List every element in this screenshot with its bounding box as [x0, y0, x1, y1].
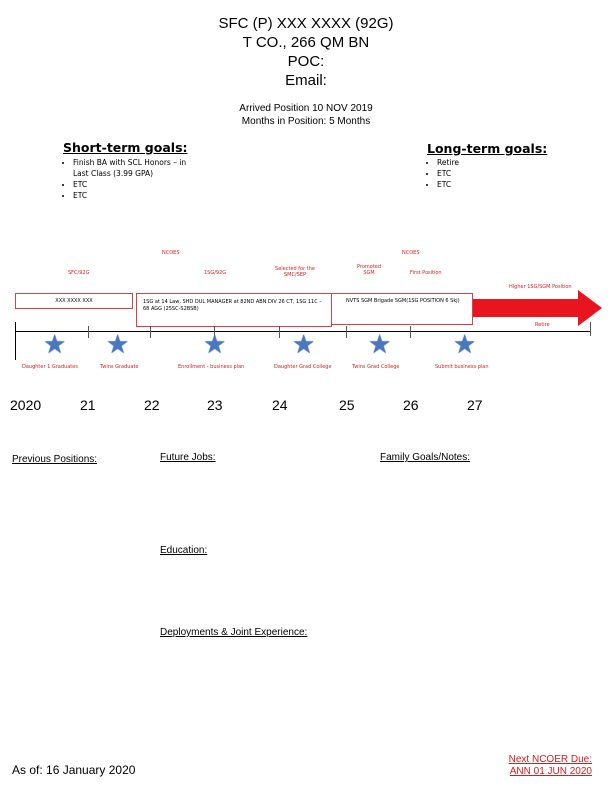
year-label: 26 — [403, 397, 419, 413]
short-term-item: • Finish BA with SCL Honors – in Last Class (3.99 GPA) — [73, 157, 202, 179]
year-label: 27 — [467, 397, 483, 413]
milestone-label: Daughter Grad College — [274, 364, 332, 370]
soldier-name: SFC (P) XXX XXXX (92G) — [218, 15, 394, 32]
short-term-item: • ETC — [73, 179, 202, 190]
prev-position-text: XXX XXXX XXX — [55, 298, 93, 304]
short-term-title: Short-term goals: — [63, 140, 188, 155]
star-icon: ★ — [203, 329, 227, 359]
milestone-label: Daughter 1 Graduates — [22, 364, 78, 370]
first-position-label: First Position — [410, 270, 442, 276]
star-icon: ★ — [106, 329, 130, 359]
ncoes-label: NCOES — [402, 250, 420, 256]
star-icon: ★ — [453, 329, 477, 359]
ncoer-due-label: Next NCOER Due: — [508, 754, 592, 765]
selected-label: Selected for the SMC/SEP — [275, 266, 315, 278]
year-label: 25 — [339, 397, 355, 413]
timeline-tick — [590, 322, 591, 336]
arrived-position: Arrived Position 10 NOV 2019 — [239, 103, 373, 114]
current-assignments-text: 1SG at 14 Law, SHD DUL MANAGER at 82ND ABN DIV 26 CT, 1SG 11C – 68 AGG (25SC-S2BSB) — [143, 299, 322, 312]
star-icon: ★ — [43, 329, 67, 359]
as-of-date: As of: 16 January 2020 — [12, 763, 136, 777]
timeline-tick — [88, 326, 89, 338]
promoted-label: Promoted SGM — [356, 264, 382, 276]
email-line: Email: — [285, 72, 327, 89]
1sg-label: 1SG/92G — [204, 270, 227, 276]
future-jobs-heading: Future Jobs: — [160, 452, 216, 463]
long-term-title: Long-term goals: — [427, 141, 548, 156]
retire-label: Retire — [535, 322, 550, 328]
deployments-heading: Deployments & Joint Experience: — [160, 627, 308, 638]
timeline-tick — [15, 322, 16, 360]
year-label: 21 — [80, 397, 96, 413]
year-label: 22 — [144, 397, 160, 413]
current-assignments-box — [136, 293, 332, 327]
short-term-list — [62, 157, 202, 201]
star-icon: ★ — [292, 329, 316, 359]
milestone-label: Twins Graduate — [100, 364, 139, 370]
prev-position-box — [15, 293, 133, 309]
long-term-item: • ETC — [437, 168, 506, 179]
ncoer-due-date: ANN 01 JUN 2020 — [509, 766, 592, 777]
year-label: 24 — [272, 397, 288, 413]
timeline-tick — [410, 326, 411, 338]
year-label: 2020 — [10, 397, 42, 413]
long-term-item: • ETC — [437, 179, 506, 190]
milestone-label: Submit business plan — [435, 364, 489, 370]
unit-line: T CO., 266 QM BN — [242, 34, 370, 51]
months-in-position: Months in Position: 5 Months — [241, 116, 371, 127]
education-heading: Education: — [160, 545, 208, 556]
long-term-item: • Retire — [437, 157, 506, 168]
milestone-label: Twins Grad College — [352, 364, 400, 370]
long-term-list — [426, 157, 506, 190]
short-term-item: • ETC — [73, 190, 202, 201]
timeline-tick — [346, 326, 347, 338]
sfc-label: SFC/92G — [68, 270, 90, 276]
higher-position-label: Higher 1SG/SGM Position — [509, 284, 572, 290]
previous-positions-heading: Previous Positions: — [12, 454, 98, 465]
ncoes-label: NCOES — [162, 250, 180, 256]
milestone-label: Enrollment - business plan — [178, 364, 245, 370]
poc-line: POC: — [287, 53, 325, 70]
year-label: 23 — [207, 397, 223, 413]
timeline-tick — [279, 326, 280, 338]
family-goals-heading: Family Goals/Notes: — [380, 452, 471, 463]
timeline-tick — [150, 326, 151, 338]
star-icon: ★ — [368, 329, 392, 359]
future-assignments-text: NVTS SGM Brigade SGM(1SG POSITION 6 Skj) — [346, 298, 460, 304]
future-assignments-box — [331, 293, 473, 325]
